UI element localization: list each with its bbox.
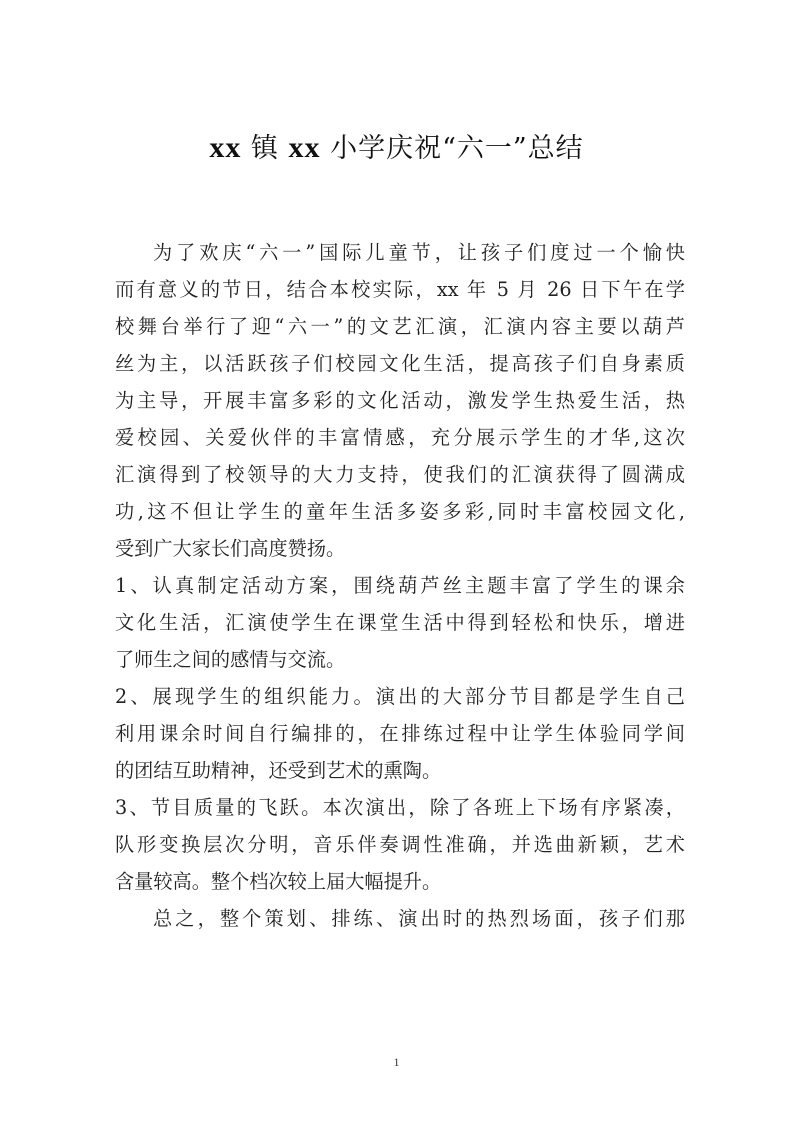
text-line: 总之，整个策划、排练、演出时的热烈场面，孩子们那 — [153, 907, 685, 930]
text-line: 文化生活，汇演使学生在课堂生活中得到轻松和快乐，增进 — [115, 611, 685, 634]
text-line: 1、认真制定活动方案，围绕葫芦丝主题丰富了学生的课余 — [115, 574, 685, 597]
text-line: 而有意义的节日，结合本校实际，xx 年 5 月 26 日下午在学 — [115, 278, 685, 301]
text-line: 利用课余时间自行编排的，在排练过程中让学生体验同学间 — [115, 722, 685, 745]
document-title — [0, 126, 793, 165]
text-line: 爱校园、关爱伙伴的丰富情感，充分展示学生的才华,这次 — [115, 426, 685, 449]
text-line: 汇演得到了校领导的大力支持，使我们的汇演获得了圆满成 — [115, 463, 685, 486]
title-part: 小学庆祝“六一”总结 — [320, 133, 584, 164]
text-line: 3、节目质量的飞跃。本次演出，除了各班上下场有序紧凑， — [115, 796, 685, 819]
text-line: 2、展现学生的组织能力。演出的大部分节目都是学生自己 — [115, 685, 685, 708]
text-line: 了师生之间的感情与交流。 — [115, 648, 346, 671]
text-line: 功,这不但让学生的童年生活多姿多彩,同时丰富校园文化, — [115, 500, 685, 523]
text-line: 为了欢庆“六一”国际儿童节，让孩子们度过一个愉快 — [153, 241, 685, 264]
text-line: 校舞台举行了迎“六一”的文艺汇演，汇演内容主要以葫芦 — [115, 315, 685, 338]
text-line: 丝为主，以活跃孩子们校园文化生活，提高孩子们自身素质 — [115, 352, 685, 375]
title-part: 镇 — [241, 133, 289, 164]
text-line: 含量较高。整个档次较上届大幅提升。 — [115, 870, 442, 893]
text-line: 的团结互助精神，还受到艺术的熏陶。 — [115, 759, 442, 782]
title-part: xx — [288, 131, 321, 164]
text-line: 队形变换层次分明，音乐伴奏调性准确，并选曲新颖，艺术 — [115, 833, 685, 856]
page-number: 1 — [393, 1055, 400, 1069]
title-part: xx — [209, 131, 242, 164]
text-line: 受到广大家长们高度赞扬。 — [115, 537, 346, 560]
text-line: 为主导，开展丰富多彩的文化活动，激发学生热爱生活，热 — [115, 389, 685, 412]
